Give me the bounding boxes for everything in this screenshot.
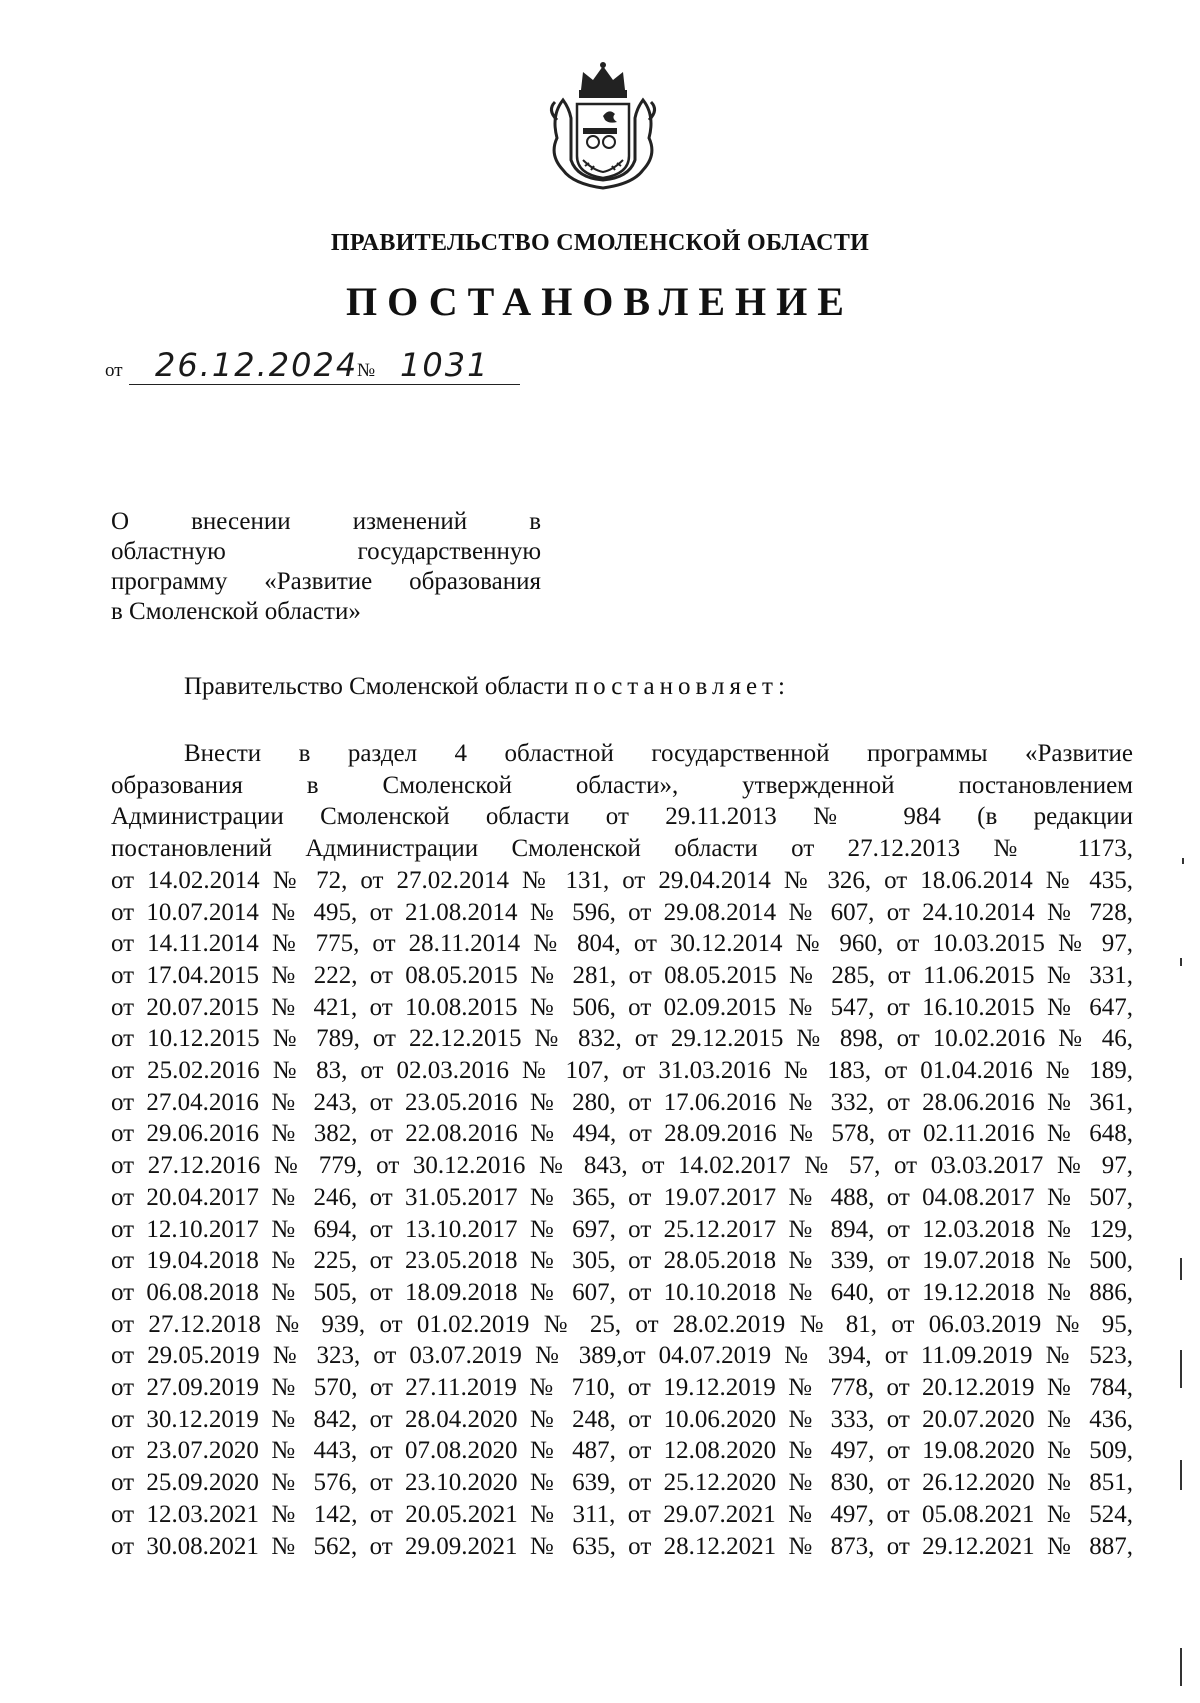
body-line: от 27.12.2018 № 939, от 01.02.2019 № 25, от 28.02.2019 № 81, от 06.03.2019 № 95, — [111, 1310, 1133, 1338]
body-line: от 14.02.2014 № 72, от 27.02.2014 № 131, от 29.04.2014 № 326, от 18.06.2014 № 435, — [111, 866, 1133, 894]
subject-line: в Смоленской области» — [111, 598, 361, 625]
body-text — [111, 738, 1133, 1562]
subject-line: программу «Развитие образования — [111, 568, 541, 595]
number-label: № — [357, 360, 376, 381]
handwritten-number: 1031 — [400, 346, 490, 384]
body-line: от 12.03.2021 № 142, от 20.05.2021 № 311, от 29.07.2021 № 497, от 05.08.2021 № 524, — [111, 1500, 1133, 1528]
body-line: от 10.07.2014 № 495, от 21.08.2014 № 596, от 29.08.2014 № 607, от 24.10.2014 № 728, — [111, 898, 1133, 926]
body-line: от 19.04.2018 № 225, от 23.05.2018 № 305, от 28.05.2018 № 339, от 19.07.2018 № 500, — [111, 1247, 1133, 1275]
document-type-title: ПОСТАНОВЛЕНИЕ — [346, 279, 854, 324]
smolensk-coat-of-arms-icon — [543, 60, 663, 195]
decree-statement — [184, 673, 790, 701]
body-line: от 29.05.2019 № 323, от 03.07.2019 № 389,от 04.07.2019 № 394, от 11.09.2019 № 523, — [111, 1342, 1133, 1370]
body-line: от 27.09.2019 № 570, от 27.11.2019 № 710, от 19.12.2019 № 778, от 20.12.2019 № 784, — [111, 1374, 1133, 1402]
handwritten-date: 26.12.2024 — [155, 346, 359, 384]
body-line: от 06.08.2018 № 505, от 18.09.2018 № 607, от 10.10.2018 № 640, от 19.12.2018 № 886, — [111, 1278, 1133, 1306]
scan-mark — [1180, 1350, 1182, 1388]
body-line: образования в Смоленской области», утвержденной постановлением — [111, 771, 1133, 799]
body-line: от 25.02.2016 № 83, от 02.03.2016 № 107, от 31.03.2016 № 183, от 01.04.2016 № 189, — [111, 1057, 1133, 1085]
scan-mark — [1180, 1258, 1182, 1280]
body-line: от 30.08.2021 № 562, от 29.09.2021 № 635, от 28.12.2021 № 873, от 29.12.2021 № 887, — [111, 1532, 1133, 1560]
body-line: от 20.04.2017 № 246, от 31.05.2017 № 365, от 19.07.2017 № 488, от 04.08.2017 № 507, — [111, 1183, 1133, 1211]
subject-block — [111, 507, 541, 627]
subject-line: областную государственную — [111, 538, 541, 565]
scan-mark — [1180, 958, 1182, 966]
body-line: от 10.12.2015 № 789, от 22.12.2015 № 832, от 29.12.2015 № 898, от 10.02.2016 № 46, — [111, 1025, 1133, 1053]
body-line: от 27.12.2016 № 779, от 30.12.2016 № 843, от 14.02.2017 № 57, от 03.03.2017 № 97, — [111, 1152, 1133, 1180]
government-name: ПРАВИТЕЛЬСТВО СМОЛЕНСКОЙ ОБЛАСТИ — [330, 230, 870, 256]
decree-spaced-word: постановляет: — [574, 673, 790, 700]
body-line: от 29.06.2016 № 382, от 22.08.2016 № 494, от 28.09.2016 № 578, от 02.11.2016 № 648, — [111, 1120, 1133, 1148]
body-line: от 23.07.2020 № 443, от 07.08.2020 № 487, от 12.08.2020 № 497, от 19.08.2020 № 509, — [111, 1437, 1133, 1465]
body-line: от 27.04.2016 № 243, от 23.05.2016 № 280, от 17.06.2016 № 332, от 28.06.2016 № 361, — [111, 1088, 1133, 1116]
decree-prefix: Правительство Смоленской области — [184, 673, 575, 700]
body-line: от 20.07.2015 № 421, от 10.08.2015 № 506, от 02.09.2015 № 547, от 16.10.2015 № 647, — [111, 993, 1133, 1021]
body-line: от 30.12.2019 № 842, от 28.04.2020 № 248, от 10.06.2020 № 333, от 20.07.2020 № 436, — [111, 1405, 1133, 1433]
subject-line: О внесении изменений в — [111, 508, 541, 535]
body-line: от 14.11.2014 № 775, от 28.11.2014 № 804, от 30.12.2014 № 960, от 10.03.2015 № 97, — [111, 930, 1133, 958]
body-line: Администрации Смоленской области от 29.11.2013 № 984 (в редакции — [111, 803, 1133, 831]
body-line: от 12.10.2017 № 694, от 13.10.2017 № 697, от 25.12.2017 № 894, от 12.03.2018 № 129, — [111, 1215, 1133, 1243]
scan-mark — [1180, 1648, 1182, 1686]
number-underline — [385, 384, 520, 385]
body-line: Внести в раздел 4 областной государственной программы «Развитие — [184, 740, 1133, 767]
body-line: от 25.09.2020 № 576, от 23.10.2020 № 639, от 25.12.2020 № 830, от 26.12.2020 № 851, — [111, 1469, 1133, 1497]
body-line: постановлений Администрации Смоленской области от 27.12.2013 № 1173, — [111, 835, 1133, 863]
from-label: от — [105, 360, 123, 381]
scan-mark — [1182, 858, 1184, 864]
body-line: от 17.04.2015 № 222, от 08.05.2015 № 281, от 08.05.2015 № 285, от 11.06.2015 № 331, — [111, 961, 1133, 989]
scan-mark — [1180, 1460, 1182, 1490]
